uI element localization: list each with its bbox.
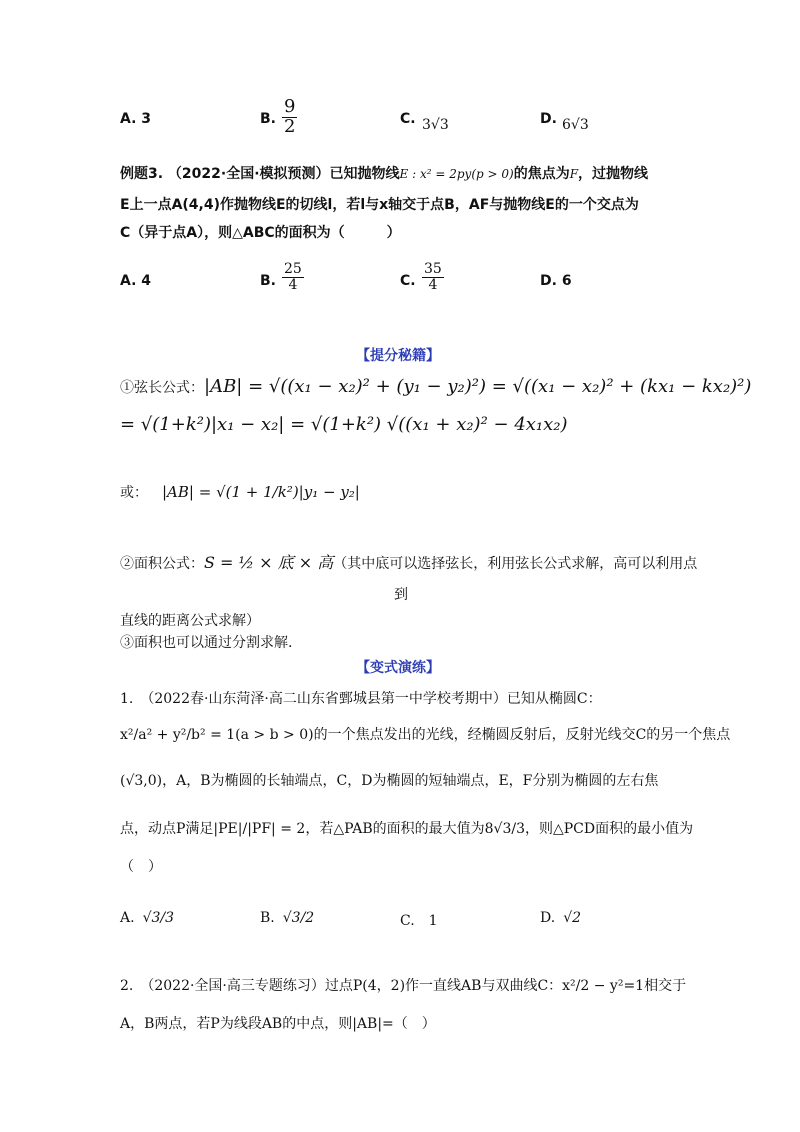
q1-option-a-label: A.: [120, 910, 135, 926]
example3-option-b-fraction: [282, 262, 304, 292]
prev-option-d-label: D.: [540, 111, 557, 127]
q1-option-b: [260, 910, 314, 926]
fraction-denominator: 4: [428, 276, 438, 293]
q1-line4: 点，动点P满足|PE|/|PF| = 2，若△PAB的面积的最大值为8√3/3，则△PCD面积的最小值为: [120, 821, 694, 837]
fraction-denominator: 4: [288, 276, 298, 293]
q1-option-d-label: D.: [540, 910, 556, 926]
example3-tail: ，过抛物线: [578, 166, 649, 182]
q2-line2: A，B两点，若P为线段AB的中点，则|AB|=（ ）: [120, 1016, 436, 1032]
fraction-numerator: 25: [284, 261, 302, 277]
q2-line1: 2. （2022·全国·高三专题练习）过点P(4，2)作一直线AB与双曲线C：x²/2 − y²=1相交于: [120, 978, 687, 994]
prev-option-d-value: 6√3: [562, 117, 589, 133]
or-label: 或：: [120, 485, 148, 501]
q1-option-a-value: √3/3: [142, 910, 175, 926]
fraction-numerator: 35: [424, 261, 442, 277]
example3-option-c-fraction: [422, 262, 444, 292]
q1-option-c: C. 1: [400, 913, 438, 929]
chord-length-formula-1: |AB| = √((x₁ − x₂)² + (y₁ − y₂)²) = √((x₁ − x₂)² + (kx₁ − kx₂)²): [204, 376, 752, 397]
example3-option-d: D. 6: [540, 273, 572, 289]
example3-option-b-label: B.: [260, 273, 276, 289]
fraction-numerator: 9: [284, 96, 296, 117]
alt-chord-line: [120, 482, 360, 502]
q1-option-b-label: B.: [260, 910, 275, 926]
prev-option-b-fraction: [282, 98, 297, 137]
q1-line2: x²/a² + y²/b² = 1(a > b > 0)的一个焦点发出的光线，经椭圆反射后，反射光线交C的另一个焦点: [120, 727, 731, 743]
prev-option-a: A. 3: [120, 111, 152, 127]
prev-option-c-value: 3√3: [422, 117, 449, 133]
chord-length-line1: [120, 376, 751, 397]
example3-line3: C（异于点A），则△ABC的面积为（ ）: [120, 225, 401, 241]
q1-line1: 1. （2022春·山东菏泽·高二山东省鄄城县第一中学校考期中）已知从椭圆C：: [120, 691, 602, 707]
focus-symbol: F: [569, 167, 579, 181]
prev-option-c-label: C.: [400, 111, 416, 127]
example3-line1: [120, 163, 648, 183]
area-formula: S = ½ × 底 × 高: [204, 553, 334, 572]
area-formula-line: [120, 550, 697, 573]
example3-line2: E上一点A(4,4)作抛物线E的切线l，若l与x轴交于点B，AF与抛物线E的一个交点为: [120, 197, 639, 213]
prev-option-b-label: B.: [260, 111, 276, 127]
area-formula-note-3: 直线的距离公式求解）: [120, 613, 260, 629]
q1-option-b-value: √3/2: [282, 910, 315, 926]
q1-option-d: [540, 910, 581, 926]
example3-option-a: A. 4: [120, 273, 152, 289]
q1-line5: （ ）: [120, 859, 162, 875]
area-formula-note-2: 到: [394, 587, 408, 603]
tips-title: 【提分秘籍】: [356, 348, 440, 364]
area-formula-label: ②面积公式：: [120, 556, 204, 572]
chord-length-formula-2: = √(1+k²)|x₁ − x₂| = √(1+k²) √((x₁ + x₂)² − 4x₁x₂): [120, 414, 568, 435]
split-area-note: ③面积也可以通过分割求解.: [120, 635, 293, 651]
area-formula-note: （其中底可以选择弦长，利用弦长公式求解，高可以利用点: [333, 556, 698, 572]
q1-line3: (√3,0)，A，B为椭圆的长轴端点，C，D为椭圆的短轴端点，E，F分别为椭圆的左右焦: [120, 773, 659, 789]
q1-option-d-value: √2: [563, 910, 582, 926]
parabola-equation: E : x² = 2py(p > 0): [399, 167, 514, 181]
practice-title: 【变式演练】: [356, 660, 440, 676]
example3-focus-text: 的焦点为: [513, 166, 570, 182]
chord-length-label: ①弦长公式：: [120, 380, 204, 396]
example3-option-c-label: C.: [400, 273, 416, 289]
alt-chord-formula: |AB| = √(1 + 1/k²)|y₁ − y₂|: [162, 483, 360, 501]
fraction-denominator: 2: [284, 115, 296, 137]
example3-intro: 例题3. （2022·全国·模拟预测）已知抛物线: [120, 166, 400, 182]
q1-option-a: [120, 910, 174, 926]
